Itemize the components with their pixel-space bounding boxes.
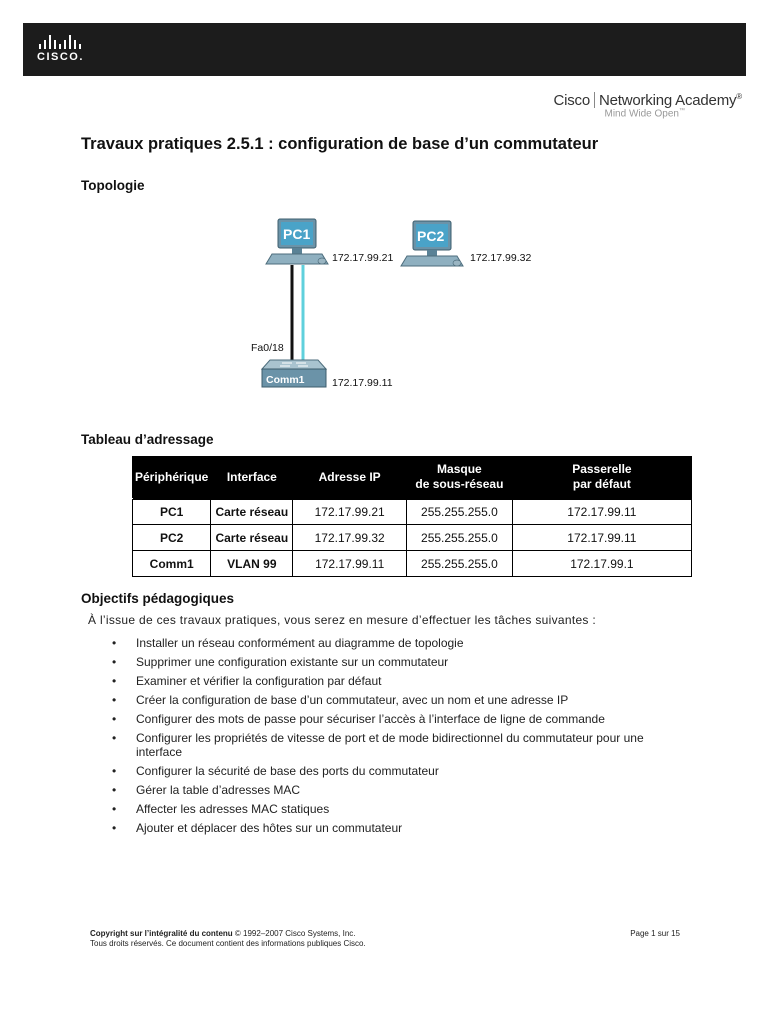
- list-item: • Configurer la sécurité de base des ports du commutateur: [112, 764, 682, 778]
- list-item: • Examiner et vérifier la configuration par défaut: [112, 674, 682, 688]
- objectives-list: [112, 636, 682, 840]
- table-cell: 172.17.99.11: [512, 499, 691, 525]
- academy-right: Networking Academy: [599, 92, 737, 109]
- table-cell: PC1: [133, 499, 211, 525]
- academy-mark: ®: [736, 92, 742, 101]
- rights-text: Tous droits réservés. Ce document contient des informations publiques Cisco.: [90, 939, 366, 948]
- switch-ip: 172.17.99.11: [332, 377, 393, 389]
- topology-diagram: [230, 210, 560, 400]
- objectives-intro: À l’issue de ces travaux pratiques, vous serez en mesure d’effectuer les tâches suivantes :: [88, 613, 596, 627]
- table-cell: Comm1: [133, 551, 211, 577]
- cisco-logo: [37, 35, 97, 65]
- objectives-heading: Objectifs pédagogiques: [81, 591, 235, 606]
- pc2-label: PC2: [417, 228, 445, 244]
- table-row: [133, 551, 692, 577]
- table-cell: Carte réseau: [211, 525, 293, 551]
- list-item: • Gérer la table d’adresses MAC: [112, 783, 682, 797]
- table-cell: 172.17.99.21: [293, 499, 407, 525]
- list-item: • Configurer les propriétés de vitesse de port et de mode bidirectionnel du commutateur pour une interface: [112, 731, 682, 759]
- table-cell: 255.255.255.0: [407, 525, 513, 551]
- cisco-logo-text: CISCO.: [37, 51, 84, 63]
- academy-left: Cisco: [553, 92, 590, 109]
- col-header: Masque de sous-réseau: [407, 457, 513, 499]
- pc2-ip: 172.17.99.32: [470, 252, 532, 264]
- table-cell: 255.255.255.0: [407, 499, 513, 525]
- academy-tagline: Mind Wide Open: [604, 108, 679, 120]
- page-footer: [90, 929, 680, 949]
- page-number: Page 1 sur 15: [630, 929, 680, 938]
- topology-heading: Topologie: [81, 178, 145, 193]
- switch-label: Comm1: [266, 374, 305, 386]
- col-header: Passerelle par défaut: [512, 457, 691, 499]
- table-cell: 172.17.99.11: [293, 551, 407, 577]
- table-row: [133, 499, 692, 525]
- table-header-row: [133, 457, 692, 499]
- pc1-ip: 172.17.99.21: [332, 252, 394, 264]
- table-cell: 255.255.255.0: [407, 551, 513, 577]
- col-header: Interface: [211, 457, 293, 499]
- copyright-text: © 1992–2007 Cisco Systems, Inc.: [232, 929, 356, 938]
- cisco-bars-icon: [39, 35, 97, 49]
- pc1-label: PC1: [283, 226, 311, 242]
- col-header: Périphérique: [133, 457, 211, 499]
- page-title: Travaux pratiques 2.5.1 : configuration de base d’un commutateur: [81, 135, 599, 153]
- list-item: • Ajouter et déplacer des hôtes sur un commutateur: [112, 821, 682, 835]
- table-cell: PC2: [133, 525, 211, 551]
- list-item: • Configurer des mots de passe pour sécuriser l’accès à l’interface de ligne de commande: [112, 712, 682, 726]
- col-header: Adresse IP: [293, 457, 407, 499]
- table-cell: 172.17.99.11: [512, 525, 691, 551]
- list-item: • Affecter les adresses MAC statiques: [112, 802, 682, 816]
- academy-brand: [553, 92, 742, 119]
- port-label: Fa0/18: [251, 342, 284, 354]
- addressing-table: [132, 456, 692, 577]
- header-bar: [23, 23, 746, 76]
- table-cell: 172.17.99.1: [512, 551, 691, 577]
- table-row: [133, 525, 692, 551]
- tagline-mark: ™: [678, 108, 685, 114]
- list-item: • Supprimer une configuration existante sur un commutateur: [112, 655, 682, 669]
- list-item: • Installer un réseau conformément au diagramme de topologie: [112, 636, 682, 650]
- table-cell: Carte réseau: [211, 499, 293, 525]
- addressing-heading: Tableau d’adressage: [81, 432, 214, 447]
- table-cell: VLAN 99: [211, 551, 293, 577]
- list-item: • Créer la configuration de base d’un commutateur, avec un nom et une adresse IP: [112, 693, 682, 707]
- copyright-bold: Copyright sur l’intégralité du contenu: [90, 929, 233, 938]
- table-cell: 172.17.99.32: [293, 525, 407, 551]
